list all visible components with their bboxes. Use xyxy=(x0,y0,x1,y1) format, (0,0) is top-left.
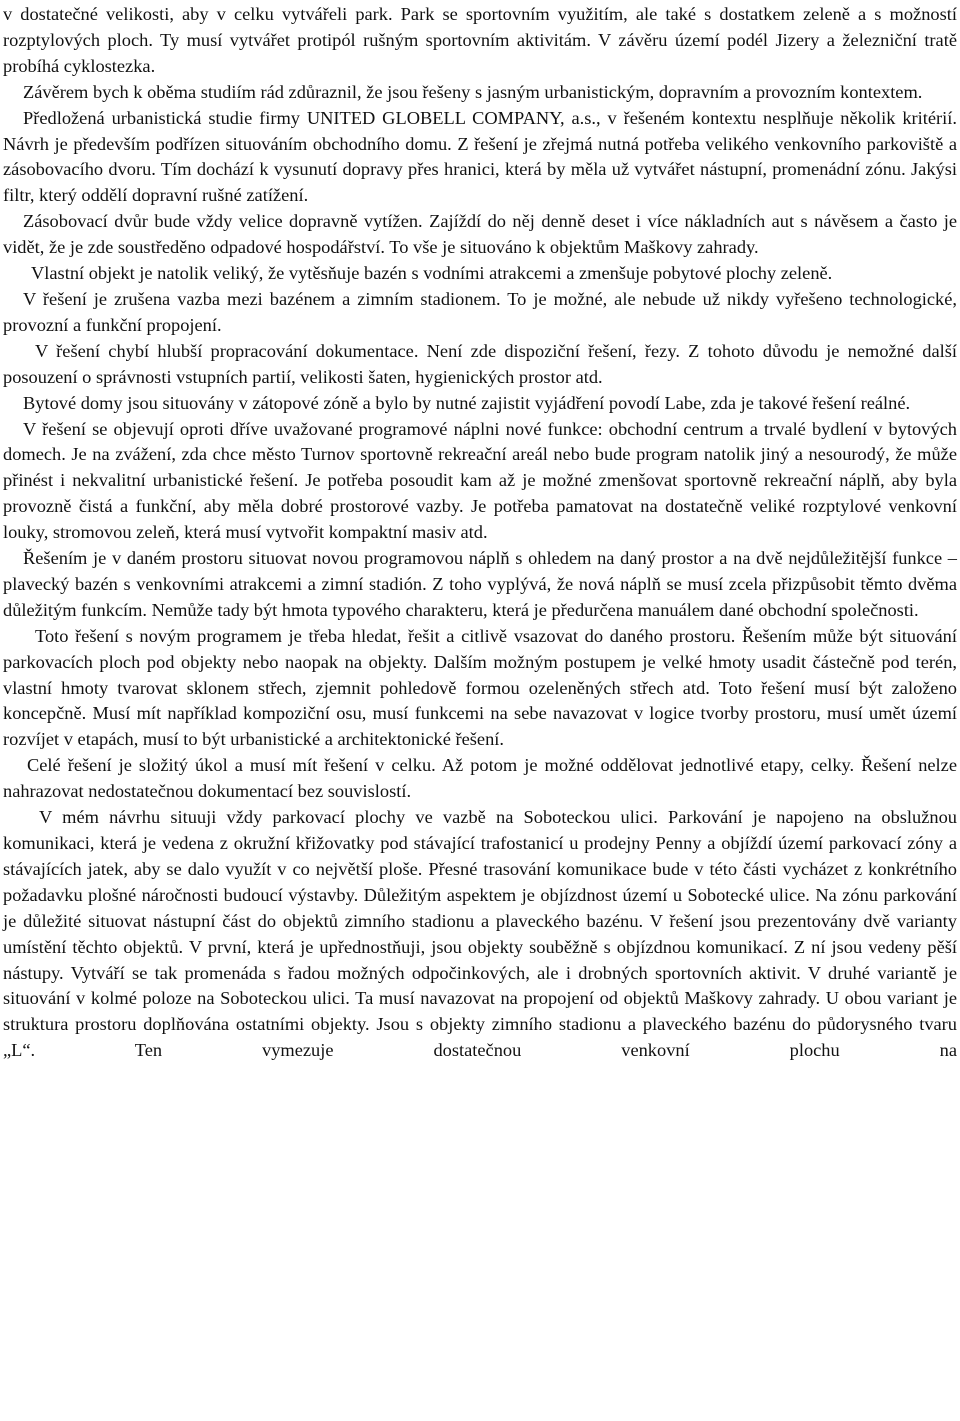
paragraph: Závěrem bych k oběma studiím rád zdůraznil, že jsou řešeny s jasným urbanistickým, dopravním a provozním kontextem. xyxy=(23,81,923,102)
paragraph: Vlastní objekt je natolik veliký, že vytěsňuje bazén s vodními atrakcemi a zmenšuje pobytové plochy zeleně. xyxy=(31,263,833,284)
paragraph: Bytové domy jsou situovány v zátopové zóně a bylo by nutné zajistit vyjádření povodí Labe, zda je takové řešení reálné. xyxy=(23,392,911,413)
paragraph: Celé řešení je složitý úkol a musí mít řešení v celku. Až potom je možné oddělovat jednotlivé etapy, celky. Řešení nelze nahrazovat nedostatečnou dokumentací bez souvislostí. xyxy=(3,755,957,802)
paragraph: V řešení je zrušena vazba mezi bazénem a zimním stadionem. To je možné, ale nebude už nikdy vyřešeno technologické, provozní a funkční propojení. xyxy=(3,288,957,335)
paragraph: V řešení se objevují oproti dříve uvažované programové náplni nové funkce: obchodní centrum a trvalé bydlení v bytových domech. Je na zvážení, zda chce město Turnov sportovně rekreační areál nebo bude program natolik jiný a nesourodý, že může přinést i nekvalitní urbanistické řešení. Je potřeba posoudit kam až je možné zmenšovat sportovně rekreační náplň, aby byla provozně čistá a funkční, aby měla dobré prostorové vazby. Je potřeba pamatovat na dostatečně veliké rozptylové venkovní louky, stromovou zeleň, která musí vytvořit kompaktní masiv atd. xyxy=(3,418,957,543)
paragraph: v dostatečné velikosti, aby v celku vytvářeli park. Park se sportovním využitím, ale také s dostatkem zeleně a s možností rozptylových ploch. Ty musí vytvářet protipól rušným sportovním aktivitám. V závěru území podél Jizery a železniční tratě probíhá cyklostezka. xyxy=(3,4,957,76)
paragraph: Řešením je v daném prostoru situovat novou programovou náplň s ohledem na daný prostor a na dvě nejdůležitější funkce – plavecký bazén s venkovními atrakcemi a zimní stadión. Z toho vyplývá, že nová náplň se musí zcela přizpůsobit těmto dvěma důležitým funkcím. Nemůže tady být hmota typového charakteru, která je předurčena manuálem dané obchodní společnosti. xyxy=(3,548,957,620)
paragraph: Toto řešení s novým programem je třeba hledat, řešit a citlivě vsazovat do daného prostoru. Řešením může být situování parkovacích ploch pod objekty nebo naopak na objekty. Dalším možným postupem je velké hmoty usadit částečně pod terén, vlastní hmoty tvarovat sklonem střech, zjemnit pohledově formou ozeleněných střech atd. Toto řešení musí být založeno koncepčně. Musí mít například kompoziční osu, musí funkcemi na sebe navazovat v logice tvorby prostoru, musí umět území rozvíjet v etapách, musí to být urbanistické a architektonické řešení. xyxy=(3,625,957,750)
paragraph: Zásobovací dvůr bude vždy velice dopravně vytížen. Zajíždí do něj denně deset i více nákladních aut s návěsem a často je vidět, že je zde soustředěno odpadové hospodářství. To vše je situováno k objektům Maškovy zahrady. xyxy=(3,211,957,258)
paragraph: Předložená urbanistická studie firmy UNITED GLOBELL COMPANY, a.s., v řešeném kontextu nesplňuje několik kritérií. Návrh je především podřízen situováním obchodního domu. Z řešení je zřejmá nutná potřeba velikého venkovního parkoviště a zásobovacího dvoru. Tím dochází k vysunutí dopravy přes hranici, která by měla už vytvářet nástupní, promenádní zónu. Jakýsi filtr, který oddělí dopravní rušné zatížení. xyxy=(3,107,957,206)
paragraph: V mém návrhu situuji vždy parkovací plochy ve vazbě na Soboteckou ulici. Parkování je napojeno na obslužnou komunikaci, která je vedena z okružní křižovatky pod stávající trafostanicí u prodejny Penny a objíždí území parkovací zóny a stávajících jatek, aby se dalo využít v co největší ploše. Přesné trasování komunikace bude v této části vycházet z konkrétního požadavku plošné náročnosti budoucí výstavby. Důležitým aspektem je objízdnost území u Sobotecké ulice. Na zónu parkování je důležité situovat nástupní část do objektů zimního stadionu a plaveckého bazénu. V řešení jsou prezentovány dvě varianty umístění těchto objektů. V první, která je upřednostňuji, jsou objekty souběžně s objízdnou komunikací. Z ní jsou vedeny pěší nástupy. Vytváří se tak promenáda s řadou možných odpočinkových, ale i drobných sportovních aktivit. V druhé variantě je situování v kolmé poloze na Soboteckou ulici. Ta musí navazovat na propojení od objektů Maškovy zahrady. U obou variant je struktura prostoru doplňována ostatními objekty. Jsou s objekty zimního stadionu a plaveckého bazénu do půdorysného tvaru „L“. Ten vymezuje dostatečnou venkovní plochu na xyxy=(3,807,957,1061)
paragraph: V řešení chybí hlubší propracování dokumentace. Není zde dispoziční řešení, řezy. Z tohoto důvodu je nemožné další posouzení o správnosti vstupních partií, velikosti šaten, hygienických prostor atd. xyxy=(3,340,957,387)
